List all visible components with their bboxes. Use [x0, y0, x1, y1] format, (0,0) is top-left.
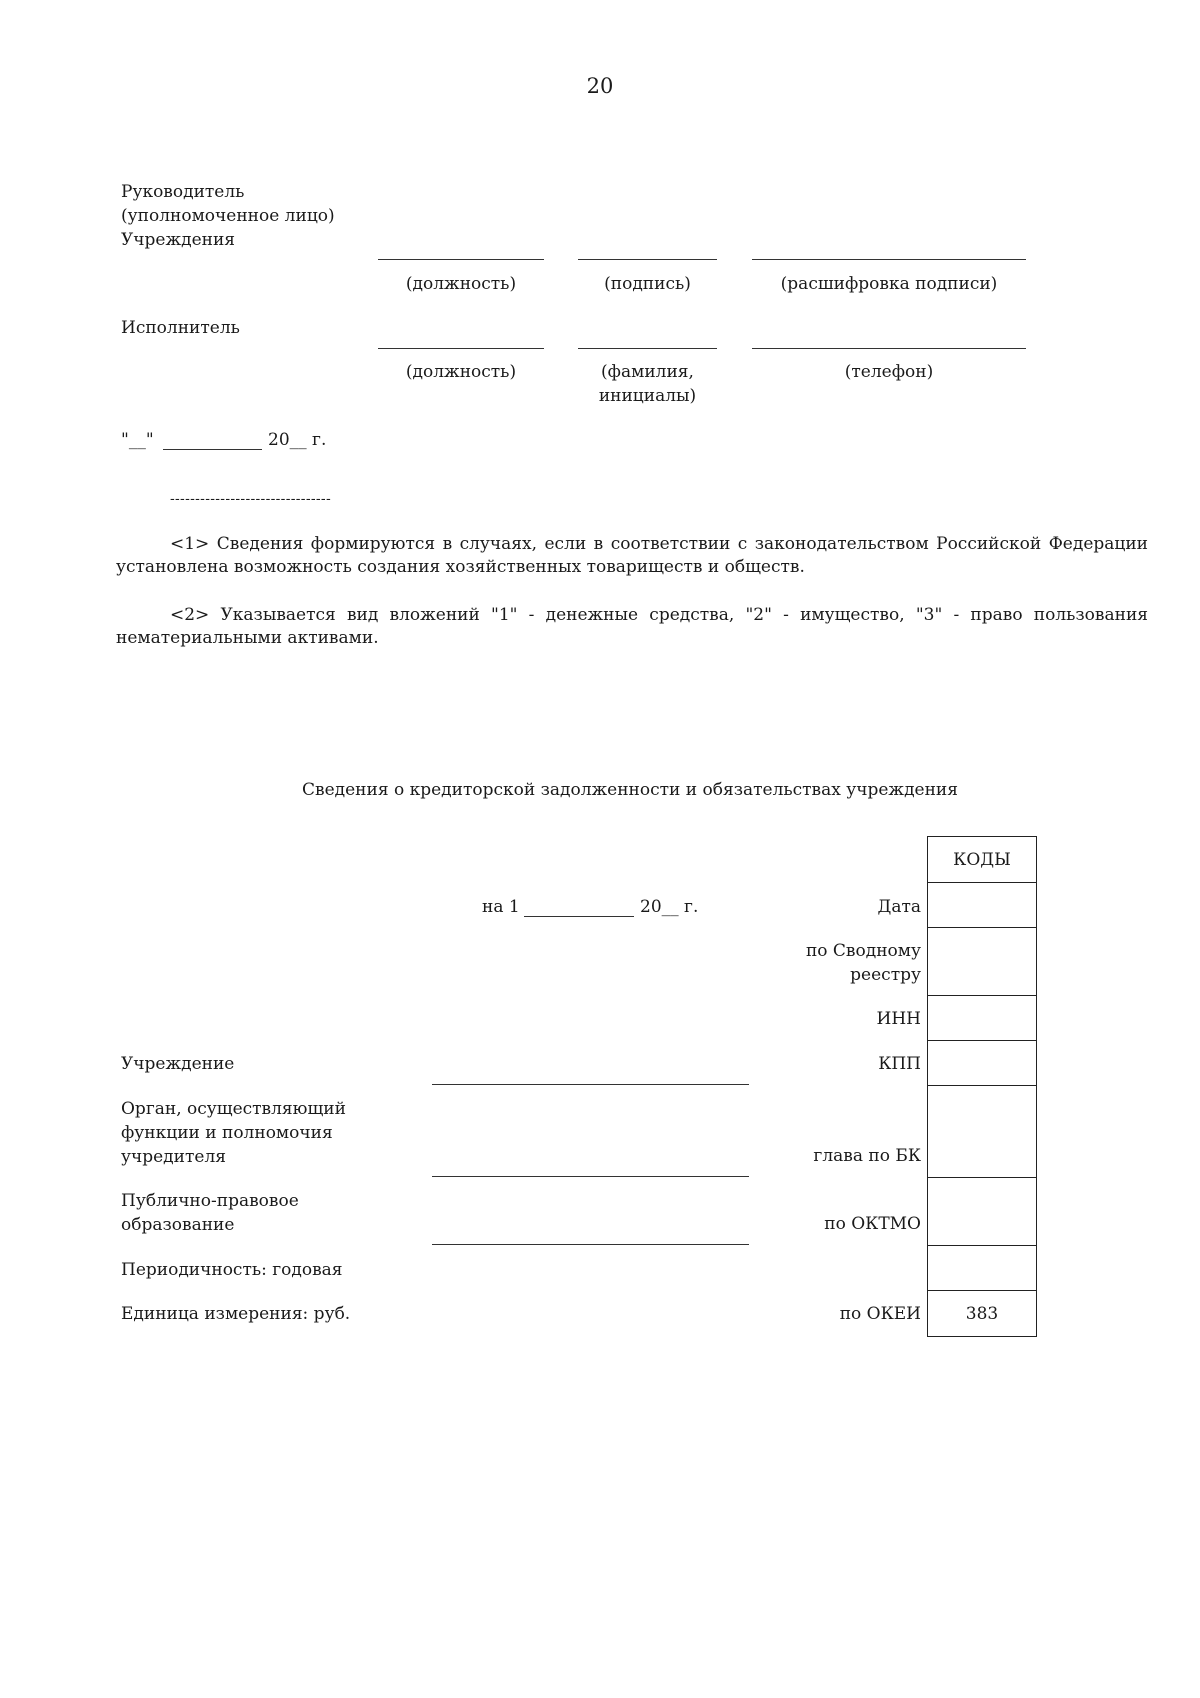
code-label-registry: по Сводному реестру — [805, 941, 921, 985]
footnote-separator: -------------------------------- — [170, 491, 331, 507]
page-number: 20 — [586, 74, 614, 98]
head-label-line1: Руководитель — [121, 182, 245, 202]
executor-name-caption-line1: (фамилия, — [601, 362, 694, 382]
code-cell-periodicity[interactable] — [927, 1245, 1037, 1291]
code-label-bk-chapter: глава по БК — [813, 1146, 921, 1166]
head-signature-caption: (подпись) — [604, 274, 691, 294]
public-entity-label-line2: образование — [121, 1215, 235, 1235]
codes-header: КОДЫ — [927, 836, 1037, 883]
head-label-line2: (уполномоченное лицо) — [121, 206, 335, 226]
code-cell-registry[interactable] — [927, 927, 1037, 996]
footnote-2: <2> Указывается вид вложений "1" - денежные средства, "2" - имущество, "3" - право пользования нематериальными активами. — [116, 605, 1148, 648]
sign-date-day: "__" — [121, 430, 154, 450]
code-label-inn: ИНН — [876, 1009, 921, 1029]
founder-label-line2: функции и полномочия — [121, 1123, 333, 1143]
code-cell-okei[interactable]: 383 — [927, 1290, 1037, 1337]
code-cell-inn[interactable] — [927, 995, 1037, 1041]
code-label-kpp: КПП — [878, 1054, 921, 1074]
executor-label: Исполнитель — [121, 318, 240, 338]
executor-phone-caption: (телефон) — [844, 362, 934, 382]
head-decoding-line[interactable] — [752, 259, 1026, 260]
public-entity-label-line1: Публично-правовое — [121, 1191, 299, 1211]
periodicity-label: Периодичность: годовая — [121, 1260, 343, 1280]
report-date-year: 20__ г. — [640, 897, 699, 917]
report-date-month-line[interactable] — [524, 916, 634, 917]
form-title: Сведения о кредиторской задолженности и обязательствах учреждения — [302, 780, 958, 800]
executor-name-caption-line2: инициалы) — [598, 386, 697, 406]
head-position-caption: (должность) — [405, 274, 517, 294]
code-label-oktmo: по ОКТМО — [824, 1214, 921, 1234]
sign-date-year: 20__ г. — [268, 430, 327, 450]
executor-position-line[interactable] — [378, 348, 544, 349]
founder-label-line3: учредителя — [121, 1147, 226, 1167]
founder-label-line1: Орган, осуществляющий — [121, 1099, 346, 1119]
code-cell-oktmo[interactable] — [927, 1177, 1037, 1246]
code-cell-date[interactable] — [927, 882, 1037, 928]
executor-position-caption: (должность) — [405, 362, 517, 382]
report-date-prefix: на 1 — [482, 897, 520, 917]
head-label-line3: Учреждения — [121, 230, 236, 250]
code-label-okei: по ОКЕИ — [839, 1304, 921, 1324]
code-cell-bk-chapter[interactable] — [927, 1085, 1037, 1178]
head-position-line[interactable] — [378, 259, 544, 260]
unit-label: Единица измерения: руб. — [121, 1304, 351, 1324]
founder-line[interactable] — [432, 1176, 749, 1177]
footnote-1: <1> Сведения формируются в случаях, если в соответствии с законодательством Российской Федерации установлена возможность создания хозяйственных товариществ и обществ. — [116, 534, 1148, 577]
sign-date-month-line[interactable] — [163, 449, 262, 450]
executor-phone-line[interactable] — [752, 348, 1026, 349]
head-signature-line[interactable] — [578, 259, 717, 260]
institution-line[interactable] — [432, 1084, 749, 1085]
public-entity-line[interactable] — [432, 1244, 749, 1245]
code-cell-kpp[interactable] — [927, 1040, 1037, 1086]
head-decoding-caption: (расшифровка подписи) — [780, 274, 998, 294]
institution-label: Учреждение — [121, 1054, 235, 1074]
executor-name-line[interactable] — [578, 348, 717, 349]
code-label-date: Дата — [877, 897, 921, 917]
